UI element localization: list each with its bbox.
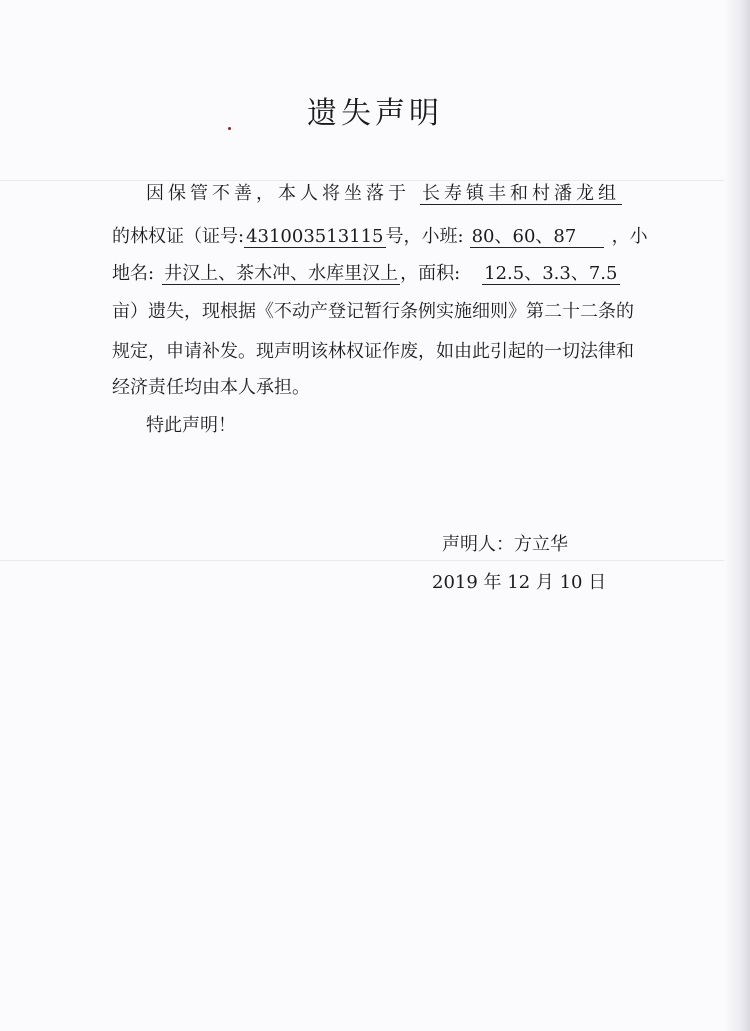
paragraph-line-1	[146, 182, 622, 206]
paragraph-line-2	[112, 225, 648, 249]
location-field: 长寿镇丰和村潘龙组	[422, 183, 620, 204]
text-segment: 的林权证（证号:	[112, 226, 245, 247]
document-title: 遗失声明	[307, 96, 443, 131]
paragraph-line-3	[112, 262, 620, 286]
place-name-field: 井汉上、茶木冲、水库里汉上	[164, 263, 399, 284]
declarant-name: 声明人：方立华	[442, 534, 568, 555]
text-segment: 号，小班:	[385, 226, 464, 247]
paragraph-line-6: 经济责任均由本人承担。	[112, 377, 310, 398]
text-segment: 因保管不善，本人将坐落于	[146, 183, 410, 204]
area-field: 12.5、3.3、7.5	[484, 263, 618, 284]
closing-statement: 特此声明！	[146, 415, 236, 436]
paragraph-line-5: 规定，申请补发。现声明该林权证作废，如由此引起的一切法律和	[112, 341, 634, 362]
text-segment: ，小	[611, 226, 648, 247]
sub-compartment-field: 80、60、87	[470, 227, 604, 248]
declaration-date: 2019 年 12 月 10 日	[432, 572, 607, 593]
text-segment: 地名:	[112, 263, 155, 284]
text-segment: ，面积:	[400, 263, 461, 284]
scan-line	[0, 180, 724, 181]
cert-number-field: 431003513115	[246, 226, 384, 247]
scan-line	[0, 560, 724, 561]
paragraph-line-4: 亩）遗失，现根据《不动产登记暂行条例实施细则》第二十二条的	[112, 301, 634, 322]
scan-edge-shadow	[724, 0, 750, 1031]
